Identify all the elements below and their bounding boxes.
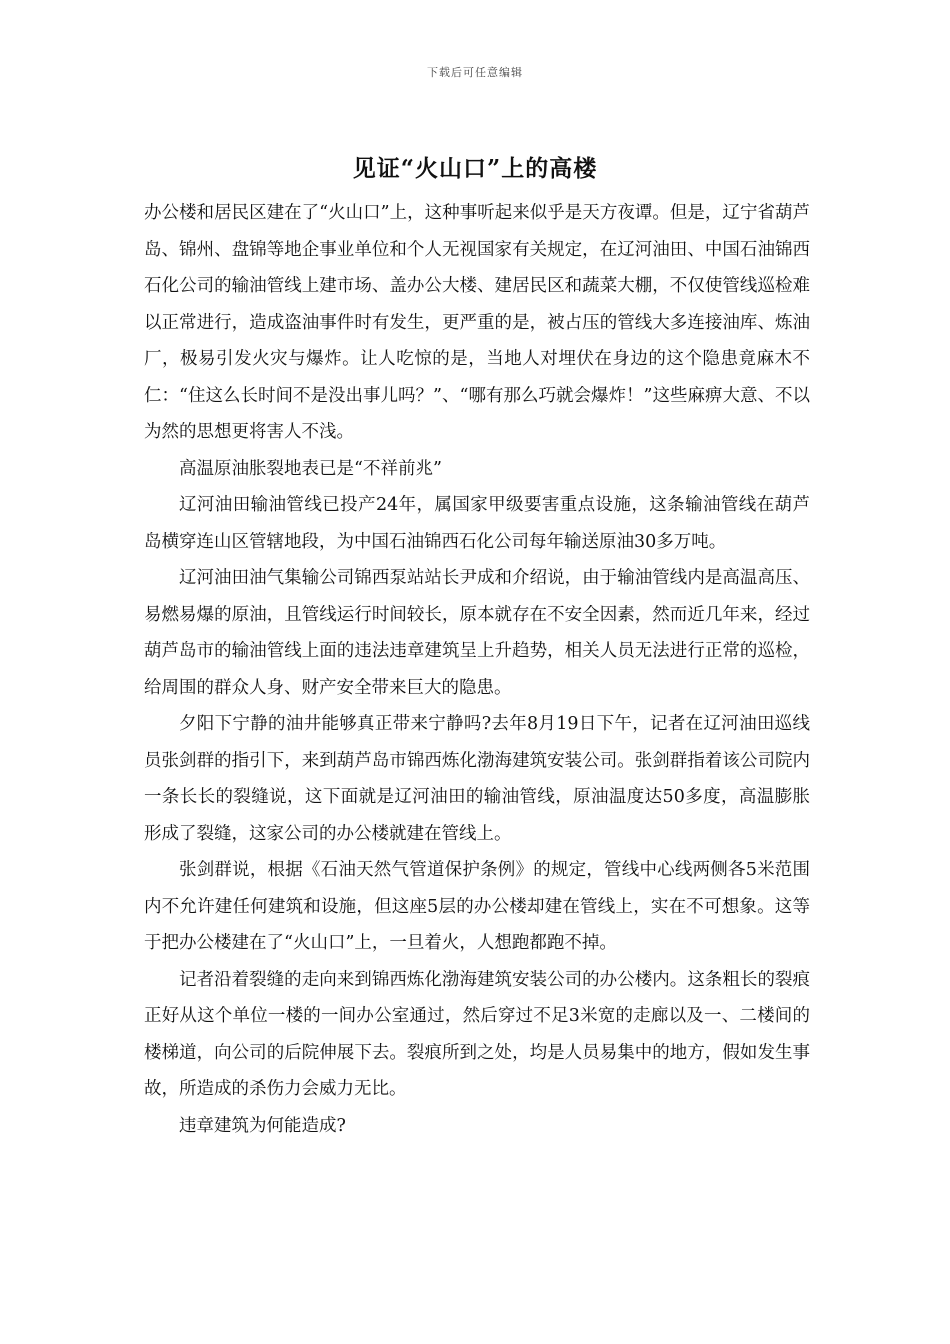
paragraph: 辽河油田油气集输公司锦西泵站站长尹成和介绍说，由于输油管线内是高温高压、易燃易爆的原油，且管线运行时间较长，原本就存在不安全因素，然而近几年来，经过葫芦岛市的输油管线上面的违法违章建筑呈上升趋势，相关人员无法进行正常的巡检，给周围的群众人身、财产安全带来巨大的隐患。 xyxy=(144,568,810,698)
paragraph: 辽河油田输油管线已投产24年，属国家甲级要害重点设施，这条输油管线在葫芦岛横穿连山区管辖地段，为中国石油锦西石化公司每年输送原油30多万吨。 xyxy=(144,495,810,552)
paragraph: 张剑群说，根据《石油天然气管道保护条例》的规定，管线中心线两侧各5米范围内不允许建任何建筑和设施，但这座5层的办公楼却建在管线上，实在不可想象。这等于把办公楼建在了“火山口”上，一旦着火，人想跑都跑不掉。 xyxy=(144,860,810,953)
paragraph-intro: 办公楼和居民区建在了“火山口”上，这种事听起来似乎是天方夜谭。但是，辽宁省葫芦岛、锦州、盘锦等地企事业单位和个人无视国家有关规定，在辽河油田、中国石油锦西石化公司的输油管线上建市场、盖办公大楼、建居民区和蔬菜大棚，不仅使管线巡检难以正常进行，造成盗油事件时有发生，更严重的是，被占压的管线大多连接油库、炼油厂，极易引发火灾与爆炸。让人吃惊的是，当地人对埋伏在身边的这个隐患竟麻木不仁：“住这么长时间不是没出事儿吗？”、“哪有那么巧就会爆炸！”这些麻痹大意、不以为然的思想更将害人不浅。 xyxy=(144,203,810,442)
section-heading-why: 违章建筑为何能造成? xyxy=(179,1115,346,1136)
article-title: 见证“火山口”上的高楼 xyxy=(352,155,598,182)
paragraph: 记者沿着裂缝的走向来到锦西炼化渤海建筑安装公司的办公楼内。这条粗长的裂痕正好从这个单位一楼的一间办公室通过，然后穿过不足3米宽的走廊以及一、二楼间的楼梯道，向公司的后院伸展下去。裂痕所到之处，均是人员易集中的地方，假如发生事故，所造成的杀伤力会威力无比。 xyxy=(144,969,810,1099)
paragraph: 夕阳下宁静的油井能够真正带来宁静吗?去年8月19日下午，记者在辽河油田巡线员张剑群的指引下，来到葫芦岛市锦西炼化渤海建筑安装公司。张剑群指着该公司院内一条长长的裂缝说，这下面就是辽河油田的输油管线，原油温度达50多度，高温膨胀形成了裂缝，这家公司的办公楼就建在管线上。 xyxy=(144,714,810,844)
page-header: 下载后可任意编辑 xyxy=(427,66,523,79)
section-heading-omen: 高温原油胀裂地表已是“不祥前兆” xyxy=(179,458,442,479)
article-body xyxy=(144,195,810,1144)
